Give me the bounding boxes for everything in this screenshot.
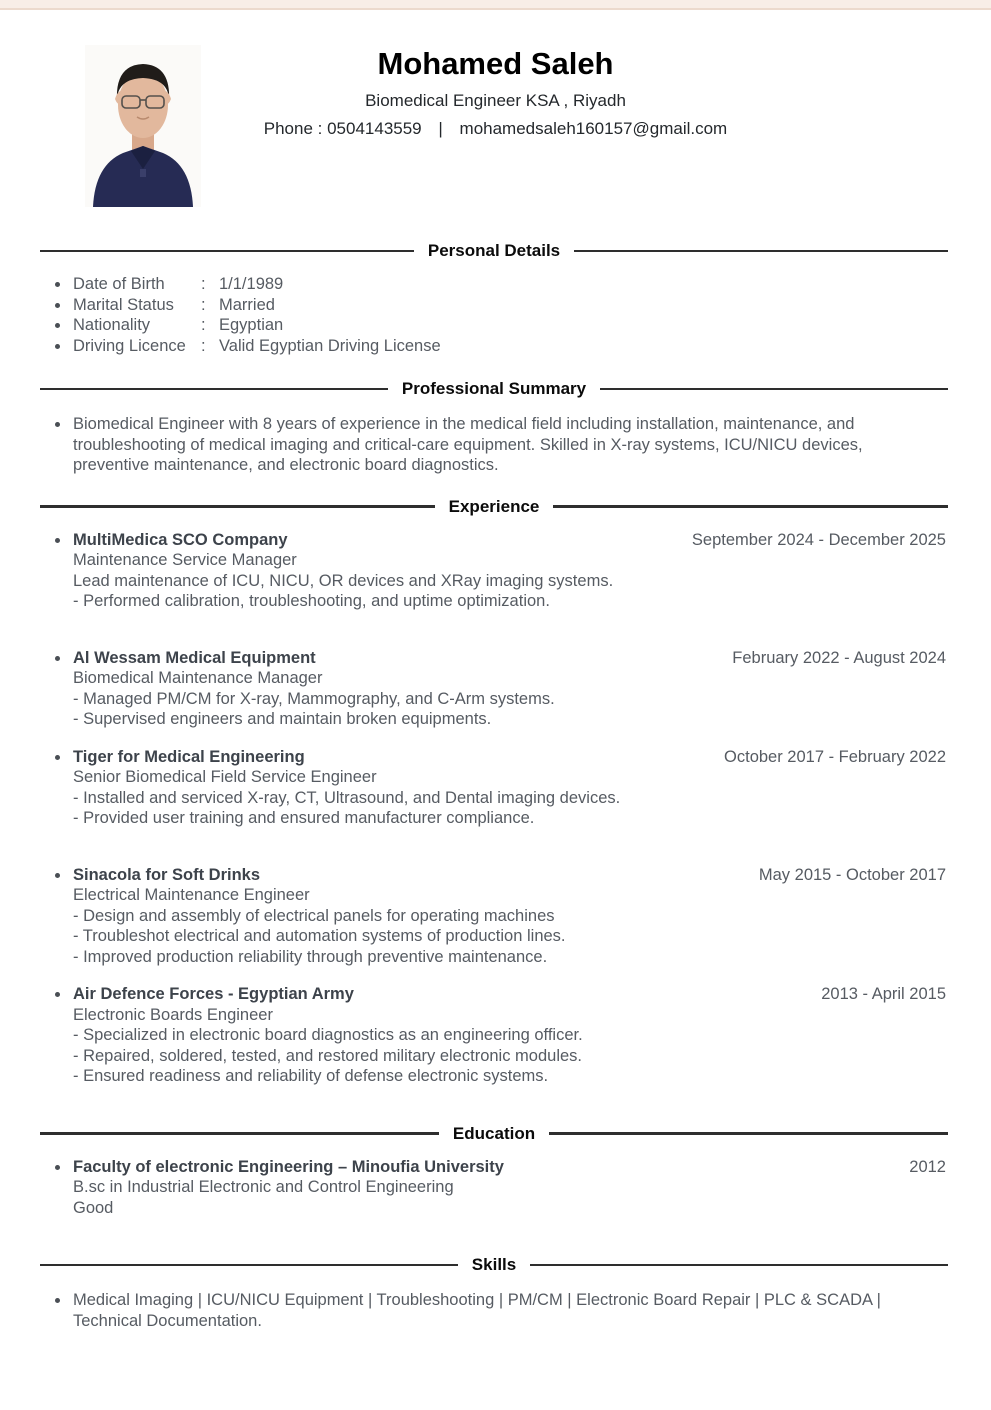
bullet-dot bbox=[55, 422, 60, 427]
section-rule-left bbox=[40, 1132, 439, 1135]
personal-detail-row bbox=[55, 274, 946, 295]
experience-detail-line: - Performed calibration, troubleshooting, and uptime optimization. bbox=[73, 592, 550, 610]
section-personal-details bbox=[0, 240, 991, 356]
section-experience bbox=[0, 496, 991, 1087]
section-skills bbox=[0, 1254, 991, 1331]
personal-details-header bbox=[40, 240, 948, 262]
detail-value: Married bbox=[219, 295, 275, 314]
section-rule-left bbox=[40, 388, 388, 391]
page-top-border bbox=[0, 0, 991, 10]
experience-detail-lines bbox=[73, 1025, 946, 1087]
experience-detail-line: - Specialized in electronic board diagnostics as an engineering officer. bbox=[73, 1026, 583, 1044]
school-name: Faculty of electronic Engineering – Minoufia University bbox=[73, 1157, 504, 1176]
bullet-dot bbox=[55, 656, 60, 661]
profile-photo bbox=[85, 45, 201, 207]
education-header bbox=[40, 1123, 948, 1145]
section-education bbox=[0, 1123, 991, 1219]
detail-value: 1/1/1989 bbox=[219, 275, 284, 293]
detail-label: Date of Birth bbox=[73, 275, 165, 293]
section-professional-summary bbox=[0, 378, 991, 476]
detail-label: Marital Status bbox=[73, 295, 174, 314]
section-title: Education bbox=[452, 1123, 536, 1143]
phone-number: Phone : 0504143559 bbox=[263, 119, 422, 138]
job-title: Electrical Maintenance Engineer bbox=[73, 886, 310, 904]
company-name: Air Defence Forces - Egyptian Army bbox=[73, 985, 354, 1003]
graduation-year: 2012 bbox=[909, 1157, 946, 1176]
bullet-dot bbox=[55, 755, 60, 760]
experience-detail-line: - Provided user training and ensured manufacturer compliance. bbox=[73, 809, 535, 827]
detail-label: Nationality bbox=[73, 316, 151, 334]
detail-label: Driving Licence bbox=[73, 336, 186, 355]
contact-separator: | bbox=[438, 119, 443, 138]
bullet-dot bbox=[55, 1298, 60, 1303]
detail-colon: : bbox=[201, 295, 206, 314]
detail-colon: : bbox=[201, 275, 206, 293]
education-detail-line: Good bbox=[73, 1198, 114, 1217]
experience-detail-line: - Ensured readiness and reliability of defense electronic systems. bbox=[73, 1067, 549, 1085]
experience-detail-lines bbox=[73, 571, 946, 612]
experience-entry-head bbox=[73, 984, 946, 1005]
section-title: Personal Details bbox=[427, 241, 561, 260]
personal-detail-row bbox=[55, 315, 946, 336]
bullet-dot bbox=[55, 323, 60, 328]
job-title: Biomedical Maintenance Manager bbox=[73, 669, 323, 687]
experience-detail-line: - Troubleshot electrical and automation systems of production lines. bbox=[73, 927, 566, 945]
section-rule-right bbox=[600, 388, 948, 391]
bullet-dot bbox=[55, 282, 60, 287]
experience-detail-lines bbox=[73, 689, 946, 730]
experience-detail-line: - Installed and serviced X-ray, CT, Ultrasound, and Dental imaging devices. bbox=[73, 788, 621, 807]
education-entry-head bbox=[73, 1157, 946, 1178]
candidate-title: Biomedical Engineer KSA , Riyadh bbox=[365, 91, 626, 110]
experience-entry bbox=[55, 747, 946, 829]
email-address: mohamedsaleh160157@gmail.com bbox=[459, 119, 728, 138]
section-title: Skills bbox=[471, 1255, 517, 1274]
job-title: Senior Biomedical Field Service Engineer bbox=[73, 768, 377, 786]
experience-entry bbox=[55, 530, 946, 612]
company-name: Sinacola for Soft Drinks bbox=[73, 865, 261, 884]
detail-value: Egyptian bbox=[219, 316, 284, 334]
bullet-dot bbox=[55, 303, 60, 308]
employment-dates: May 2015 - October 2017 bbox=[758, 865, 946, 884]
detail-colon: : bbox=[201, 336, 206, 355]
section-rule-right bbox=[553, 505, 948, 508]
professional-summary-header bbox=[40, 378, 948, 400]
education-list bbox=[0, 1157, 991, 1219]
bullet-dot bbox=[55, 992, 60, 997]
personal-detail-row bbox=[55, 295, 946, 316]
bullet-dot bbox=[55, 538, 60, 543]
experience-entry-head bbox=[73, 747, 946, 768]
experience-entry bbox=[55, 865, 946, 968]
experience-detail-line: - Managed PM/CM for X-ray, Mammography, and C-Arm systems. bbox=[73, 689, 555, 708]
experience-detail-line: - Repaired, soldered, tested, and restored military electronic modules. bbox=[73, 1046, 582, 1065]
employment-dates: 2013 - April 2015 bbox=[821, 985, 946, 1003]
experience-entry-head bbox=[73, 648, 946, 669]
experience-list bbox=[0, 530, 991, 1087]
section-rule-left bbox=[40, 1264, 458, 1267]
company-name: Al Wessam Medical Equipment bbox=[73, 648, 316, 667]
summary-row bbox=[0, 414, 991, 476]
employment-dates: February 2022 - August 2024 bbox=[732, 648, 946, 667]
experience-detail-line: - Supervised engineers and maintain broken equipments. bbox=[73, 710, 492, 728]
experience-detail-lines bbox=[73, 906, 946, 968]
experience-header bbox=[40, 496, 948, 518]
skills-header bbox=[40, 1254, 948, 1276]
section-rule-right bbox=[574, 250, 948, 253]
company-name: MultiMedica SCO Company bbox=[73, 530, 288, 549]
personal-details-list bbox=[0, 274, 991, 356]
employment-dates: October 2017 - February 2022 bbox=[724, 747, 946, 766]
bullet-dot bbox=[55, 1165, 60, 1170]
section-rule-left bbox=[40, 250, 414, 253]
education-detail-lines bbox=[73, 1177, 946, 1218]
bullet-dot bbox=[55, 344, 60, 349]
experience-detail-lines bbox=[73, 788, 946, 829]
experience-detail-line: - Design and assembly of electrical panels for operating machines bbox=[73, 906, 555, 925]
section-title: Professional Summary bbox=[401, 379, 587, 398]
portrait-illustration bbox=[85, 45, 201, 207]
education-detail-line: B.sc in Industrial Electronic and Control Engineering bbox=[73, 1178, 454, 1196]
experience-detail-line: - Improved production reliability through preventive maintenance. bbox=[73, 947, 548, 966]
detail-value: Valid Egyptian Driving License bbox=[219, 336, 441, 355]
section-rule-right bbox=[530, 1264, 948, 1267]
summary-text: Biomedical Engineer with 8 years of experience in the medical field including installation, maintenance, and troubleshooting of medical imaging and critical-care equipment. Skilled in X-ray systems, ICU/NICU devices, preventive maintenance, and electronic board diagnostics. bbox=[73, 415, 863, 474]
section-rule-right bbox=[549, 1132, 948, 1135]
employment-dates: September 2024 - December 2025 bbox=[691, 530, 946, 549]
skills-row bbox=[0, 1290, 991, 1331]
experience-entry-head bbox=[73, 865, 946, 886]
section-title: Experience bbox=[448, 496, 540, 516]
education-entry bbox=[55, 1157, 946, 1219]
detail-colon: : bbox=[201, 316, 206, 334]
experience-entry bbox=[55, 648, 946, 730]
job-title: Maintenance Service Manager bbox=[73, 551, 297, 569]
company-name: Tiger for Medical Engineering bbox=[73, 747, 305, 766]
skills-text: Medical Imaging | ICU/NICU Equipment | Troubleshooting | PM/CM | Electronic Board Repair | PLC & SCADA | Technical Documentation. bbox=[73, 1291, 881, 1330]
experience-entry bbox=[55, 984, 946, 1087]
personal-detail-row bbox=[55, 336, 946, 357]
experience-detail-line: Lead maintenance of ICU, NICU, OR devices and XRay imaging systems. bbox=[73, 571, 614, 590]
section-rule-left bbox=[40, 505, 435, 508]
bullet-dot bbox=[55, 873, 60, 878]
job-title: Electronic Boards Engineer bbox=[73, 1005, 273, 1024]
candidate-name: Mohamed Saleh bbox=[377, 46, 614, 81]
experience-entry-head bbox=[73, 530, 946, 551]
